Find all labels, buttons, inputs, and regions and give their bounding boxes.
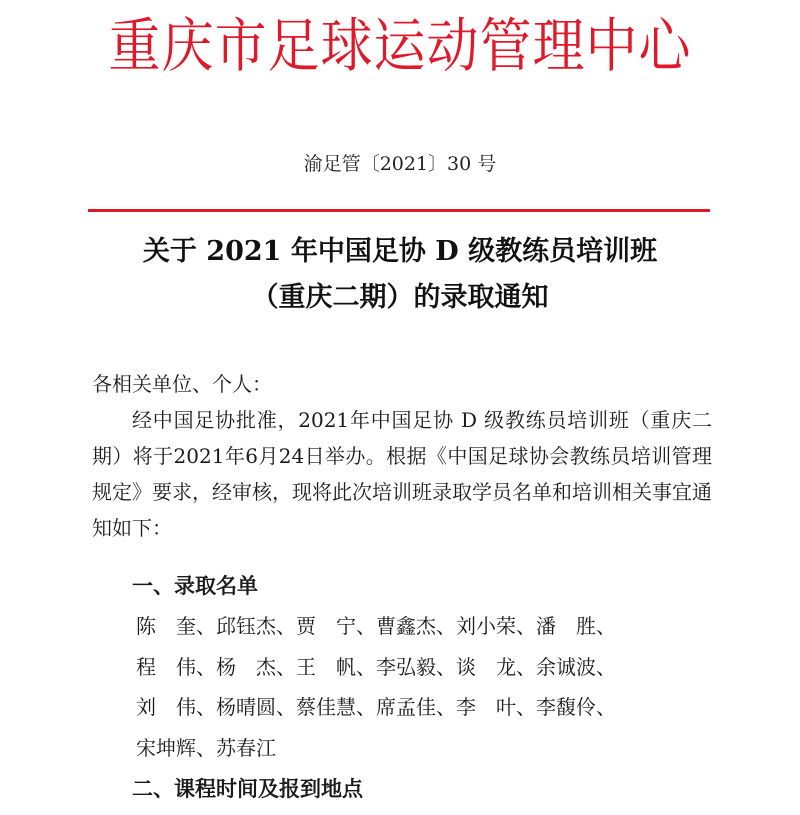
document-number: 渝足管〔2021〕30 号 — [303, 153, 497, 175]
section-heading-admission-list: 一、录取名单 — [132, 574, 258, 598]
names-line: 宋坤辉、苏春江 — [136, 735, 276, 760]
section-heading-schedule: 二、课程时间及报到地点 — [132, 777, 363, 801]
issuer-title: 重庆市足球运动管理中心 — [108, 13, 692, 81]
salutation: 各相关单位、个人： — [92, 372, 272, 396]
notice-title-line-1: 关于 2021 年中国足协 D 级教练员培训班 — [142, 236, 658, 267]
admitted-names-list — [136, 606, 736, 768]
notice-title-line-2: （重庆二期）的录取通知 — [251, 282, 549, 313]
body-paragraph: 经中国足协批准，2021年中国足协 D 级教练员培训班（重庆二期）将于2021年6月24日举办。根据《中国足球协会教练员培训管理规定》要求，经审核，现将此次培训班录取学员名单和培训相关事宜通知如下： — [92, 408, 712, 540]
red-divider — [88, 209, 710, 212]
names-line: 陈 奎、邱钰杰、贾 宁、曹鑫杰、刘小荣、潘 胜、 — [136, 614, 616, 638]
names-line: 程 伟、杨 杰、王 帆、李弘毅、谈 龙、余诚波、 — [136, 654, 616, 679]
names-line: 刘 伟、杨晴圆、蔡佳慧、席孟佳、李 叶、李馥伶、 — [136, 695, 616, 719]
